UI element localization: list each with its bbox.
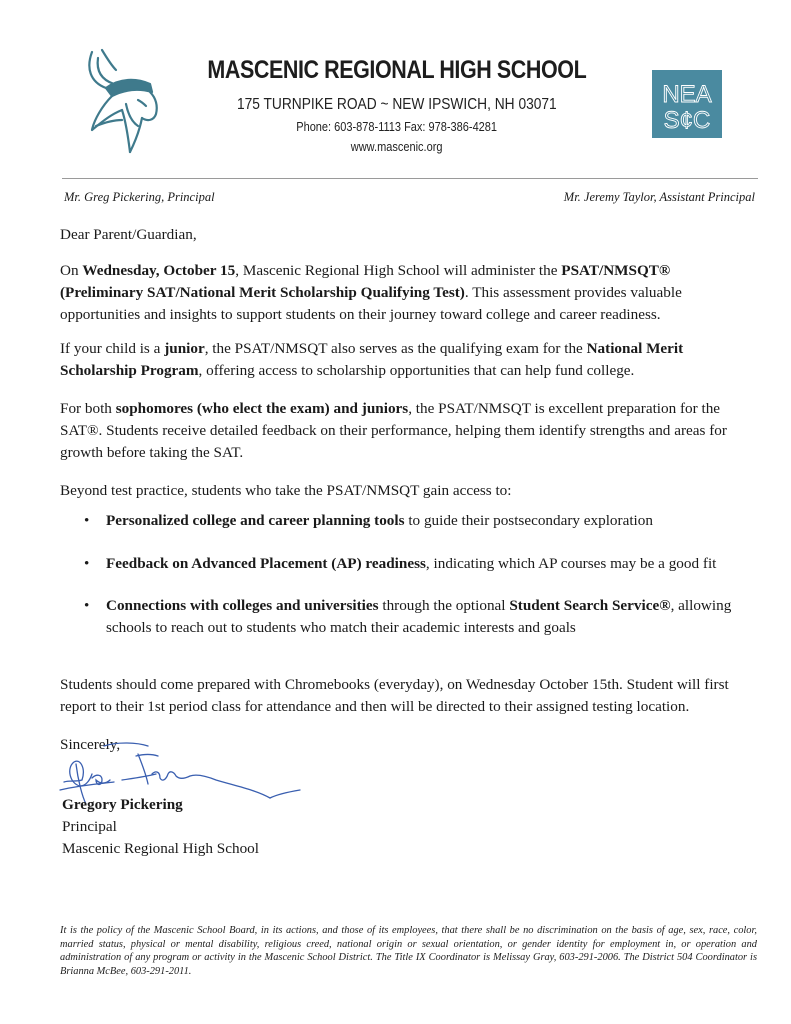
bold-text-run: sophomores (who elect the exam) and juniors (115, 400, 409, 417)
paragraph-benefits-intro: Beyond test practice, students who take the PSAT/NMSQT gain access to: (60, 482, 512, 499)
neasc-line2: S¢C (663, 107, 711, 134)
text-run: , the PSAT/NMSQT also serves as the qualifying exam for the (204, 340, 587, 357)
bold-text-run: National Merit Scholarship Program (60, 340, 684, 379)
paragraph-logistics: Students should come prepared with Chromebooks (everyday), on Wednesday October 15th. Student will first report to their 1st period class for attendance and then will be directed to their assigned testing location. (60, 676, 729, 715)
closing: Sincerely, (60, 736, 121, 753)
assistant-principal-name: Mr. Jeremy Taylor, Assistant Principal (563, 190, 755, 204)
neasc-logo-icon (652, 70, 722, 138)
text-run: If your child is a (60, 340, 165, 357)
principal-name: Mr. Greg Pickering, Principal (64, 190, 215, 204)
school-address: 175 TURNPIKE ROAD ~ NEW IPSWICH, NH 03071 (236, 96, 557, 113)
bold-text-run: Personalized college and career planning tools (106, 512, 405, 529)
text-run: to guide their postsecondary exploration (404, 512, 653, 529)
school-website: www.mascenic.org (350, 140, 443, 154)
benefit-text (106, 512, 653, 529)
signer-name: Gregory Pickering (62, 796, 183, 813)
text-run: For both (60, 400, 116, 417)
paragraph-junior-info (60, 338, 750, 382)
bold-text-run: PSAT/NMSQT® (Preliminary SAT/National Merit Scholarship Qualifying Test) (60, 262, 671, 301)
benefit-list-item (80, 510, 760, 532)
bold-text-run: Wednesday, October 15 (82, 262, 236, 279)
text-run: , Mascenic Regional High School will administer the (235, 262, 562, 279)
bold-text-run: junior (164, 340, 205, 357)
paragraph-test-announcement (60, 260, 750, 326)
header-divider (62, 178, 758, 179)
nondiscrimination-policy: It is the policy of the Mascenic School Board, in its actions, and those of its employees, that there shall be no discrimination on the basis of age, sex, race, color, married status, physical or mental disability, religious creed, national origin or sexual orientation, or gender identity for employment in, or operation and administration of any program or activity in the Mascenic School District. The Title IX Coordinator is Melissay Gray, 603-291-2006. The District 504 Coordinator is Brianna McBee, 603-291-2011. (60, 925, 757, 977)
benefit-list-item (80, 553, 760, 575)
text-run: On (60, 262, 83, 279)
text-run: . This assessment provides valuable opportunities and insights to support students on their journey toward college and career readiness. (60, 284, 682, 323)
school-phone-fax: Phone: 603-878-1113 Fax: 978-386-4281 (296, 120, 498, 134)
bullet-icon: • (84, 555, 90, 572)
school-name: MASCENIC REGIONAL HIGH SCHOOL (207, 56, 587, 84)
paragraph-sophomore-junior-info (60, 398, 750, 464)
bold-text-run: Connections with colleges and universities (106, 597, 379, 614)
benefit-list-item (80, 595, 760, 639)
text-run: through the optional (378, 597, 510, 614)
text-run: , allowing schools to reach out to students who match their academic interests and goals (106, 597, 732, 636)
bullet-icon: • (84, 597, 90, 614)
signer-school: Mascenic Regional High School (62, 840, 259, 857)
signer-title: Principal (62, 818, 117, 835)
benefit-text (106, 555, 716, 572)
text-run: , the PSAT/NMSQT is excellent preparation for the SAT®. Students receive detailed feedback on their performance, helping them identify strengths and areas for growth before taking the SAT. (60, 400, 727, 461)
text-run: , indicating which AP courses may be a good fit (425, 555, 717, 572)
text-run: , offering access to scholarship opportunities that can help fund college. (198, 362, 635, 379)
bold-text-run: Student Search Service® (509, 597, 671, 614)
bold-text-run: Feedback on Advanced Placement (AP) readiness (106, 555, 426, 572)
greeting: Dear Parent/Guardian, (60, 226, 197, 243)
bullet-icon: • (84, 512, 90, 529)
neasc-accreditation-logo (652, 70, 722, 138)
benefit-text (106, 597, 731, 636)
neasc-line1: NEA (662, 81, 712, 108)
